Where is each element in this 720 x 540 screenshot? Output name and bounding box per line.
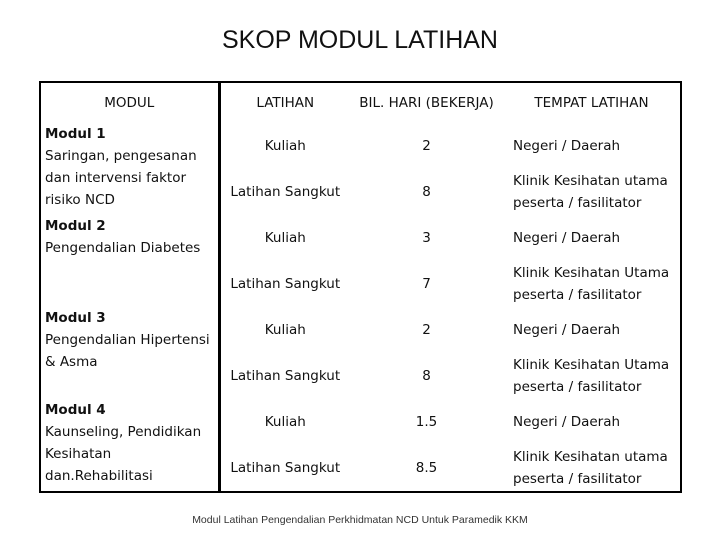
tempat-cell: Negeri / Daerah — [513, 414, 621, 430]
module-title: Modul 2 — [45, 218, 106, 234]
hari-cell: 1.5 — [415, 414, 438, 430]
latihan-cell: Kuliah — [264, 322, 306, 338]
table-header — [40, 82, 681, 123]
module-title: Modul 3 — [45, 310, 106, 326]
tempat-cell: Klinik Kesihatan utama peserta / fasilitator — [513, 449, 668, 487]
header-latihan: LATIHAN — [256, 95, 315, 111]
hari-cell: 2 — [422, 138, 431, 154]
table-row — [40, 123, 681, 169]
scope-table — [39, 81, 682, 493]
header-hari: BIL. HARI (BEKERJA) — [359, 95, 494, 111]
hari-cell: 3 — [422, 230, 431, 246]
tempat-cell: Klinik Kesihatan utama peserta / fasilitator — [513, 173, 668, 211]
module-cell — [40, 399, 219, 492]
module-desc: Pengendalian Diabetes — [45, 240, 201, 256]
module-title: Modul 4 — [45, 402, 106, 418]
table-row — [40, 399, 681, 445]
module-cell — [40, 307, 219, 399]
header-modul: MODUL — [40, 82, 219, 123]
hari-cell: 8 — [422, 368, 431, 384]
hari-cell: 2 — [422, 322, 431, 338]
table-row — [40, 307, 681, 353]
module-desc: Kaunseling, Pendidikan Kesihatan dan.Rehabilitasi — [45, 424, 202, 484]
module-cell — [40, 215, 219, 307]
header-tempat: TEMPAT LATIHAN — [534, 95, 649, 111]
hari-cell: 8.5 — [415, 460, 438, 476]
module-desc: Saringan, pengesanan dan intervensi faktor risiko NCD — [45, 148, 197, 208]
hari-cell: 7 — [422, 276, 431, 292]
footer-caption: Modul Latihan Pengendalian Perkhidmatan NCD Untuk Paramedik KKM — [192, 514, 528, 526]
hari-cell: 8 — [422, 184, 431, 200]
latihan-cell: Kuliah — [264, 414, 306, 430]
module-title: Modul 1 — [45, 126, 106, 142]
tempat-cell: Klinik Kesihatan Utama peserta / fasilitator — [513, 265, 670, 303]
latihan-cell: Latihan Sangkut — [230, 184, 341, 200]
latihan-cell: Kuliah — [264, 138, 306, 154]
tempat-cell: Negeri / Daerah — [513, 138, 621, 154]
latihan-cell: Latihan Sangkut — [230, 460, 341, 476]
module-desc: Pengendalian Hipertensi & Asma — [45, 332, 210, 370]
latihan-cell: Kuliah — [264, 230, 306, 246]
tempat-cell: Negeri / Daerah — [513, 230, 621, 246]
table-row — [40, 215, 681, 261]
latihan-cell: Latihan Sangkut — [230, 368, 341, 384]
tempat-cell: Negeri / Daerah — [513, 322, 621, 338]
latihan-cell: Latihan Sangkut — [230, 276, 341, 292]
tempat-cell: Klinik Kesihatan Utama peserta / fasilitator — [513, 357, 670, 395]
table-body — [40, 123, 681, 492]
page-title: SKOP MODUL LATIHAN — [222, 26, 498, 54]
module-cell — [40, 123, 219, 215]
